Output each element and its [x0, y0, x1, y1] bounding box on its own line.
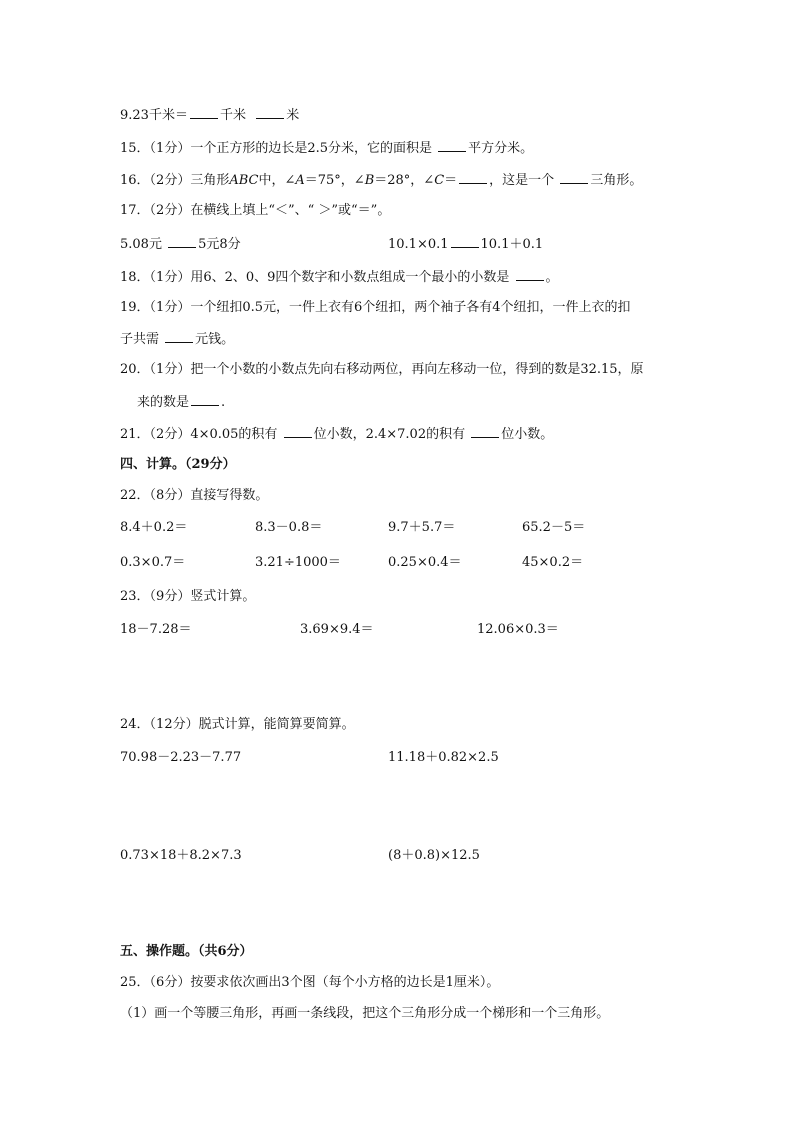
q22-item: 8.3－0.8＝	[255, 520, 323, 535]
answer-blank[interactable]	[284, 425, 312, 438]
answer-blank[interactable]	[560, 171, 588, 184]
question-text: 平方分米。	[468, 141, 534, 156]
question-text: 位小数。	[501, 427, 554, 442]
q24-item: 0.73×18＋8.2×7.3	[120, 848, 242, 863]
text: 千米	[219, 108, 246, 123]
answer-blank[interactable]	[191, 393, 219, 406]
answer-blank[interactable]	[165, 330, 193, 343]
answer-blank[interactable]	[459, 171, 487, 184]
unit-conversion-line	[120, 106, 299, 125]
text: 米	[286, 108, 300, 123]
answer-blank[interactable]	[471, 425, 499, 438]
question-text: 19．（1分）一个纽扣0.5元，一件上衣有6个纽扣，两个袖子各有4个纽扣，一件上衣的扣	[120, 300, 631, 315]
q23-item: 18－7.28＝	[120, 622, 192, 637]
answer-blank[interactable]	[516, 268, 544, 281]
question-22: 22．（8分）直接写得数。	[120, 488, 269, 503]
question-text: 17．（2分）在横线上填上“＜”、“ ＞”或“＝”。	[120, 203, 391, 218]
question-25-part-1: （1）画一个等腰三角形，再画一条线段，把这个三角形分成一个梯形和一个三角形。	[120, 1006, 610, 1021]
question-text: ABC	[229, 173, 259, 188]
question-text: 位小数，2.4×7.02的积有	[313, 427, 466, 442]
question-21	[120, 425, 553, 444]
question-15	[120, 139, 533, 158]
question-25: 25．（6分）按要求依次画出3个图（每个小方格的边长是1厘米）。	[120, 975, 500, 990]
answer-blank[interactable]	[168, 235, 196, 248]
question-text: ＝28°，∠	[374, 173, 435, 188]
q22-item: 45×0.2＝	[522, 555, 584, 570]
q23-item: 12.06×0.3＝	[477, 622, 559, 637]
answer-blank[interactable]	[256, 106, 284, 119]
question-text: ＝75°，∠	[304, 173, 365, 188]
question-text: 15．（1分）一个正方形的边长是2.5分米，它的面积是	[120, 141, 432, 156]
question-18	[120, 268, 559, 287]
q22-item: 8.4＋0.2＝	[120, 520, 188, 535]
section-4-title: 四、计算。（29分）	[120, 457, 236, 472]
question-text: 10.1×0.1	[388, 237, 449, 252]
q22-item: 0.3×0.7＝	[120, 555, 186, 570]
answer-blank[interactable]	[438, 139, 466, 152]
text: 9.23千米＝	[120, 108, 188, 123]
q22-item: 0.25×0.4＝	[388, 555, 462, 570]
question-text: 21．（2分）4×0.05的积有	[120, 427, 278, 442]
question-text: 20．（1分）把一个小数的小数点先向右移动两位，再向左移动一位，得到的数是32.15，原	[120, 362, 644, 377]
q24-item: 11.18＋0.82×2.5	[388, 750, 499, 765]
question-20	[120, 361, 644, 379]
q22-item: 65.2－5＝	[522, 520, 586, 535]
answer-blank[interactable]	[451, 235, 479, 248]
q22-item: 3.21÷1000＝	[255, 555, 341, 570]
q17-compare-left	[120, 235, 241, 254]
question-19	[120, 299, 631, 317]
question-text: 5元8分	[198, 237, 241, 252]
question-17	[120, 202, 390, 220]
question-text: A	[295, 173, 305, 188]
q24-item: 70.98－2.23－7.77	[120, 750, 242, 765]
question-text: 18．（1分）用6、2、0、9四个数字和小数点组成一个最小的小数是	[120, 270, 510, 285]
q23-item: 3.69×9.4＝	[300, 622, 374, 637]
question-23: 23．（9分）竖式计算。	[120, 589, 256, 604]
question-text: 。	[545, 270, 559, 285]
question-text: ＝	[444, 173, 458, 188]
question-text: 10.1＋0.1	[480, 237, 544, 252]
question-text: 元钱。	[195, 332, 235, 347]
question-text: B	[364, 173, 375, 188]
question-19-cont	[120, 330, 234, 349]
q22-item: 9.7＋5.7＝	[388, 520, 456, 535]
question-text: .	[221, 395, 226, 410]
question-text: 三角形。	[590, 173, 643, 188]
question-text: ，这是一个	[489, 173, 555, 188]
question-20-cont	[137, 393, 225, 412]
question-text: 16．（2分）三角形	[120, 173, 230, 188]
question-text: 子共需	[120, 332, 160, 347]
q17-compare-right	[388, 235, 543, 254]
question-text: 5.08元	[120, 237, 162, 252]
question-text: 来的数是	[137, 395, 190, 410]
section-5-title: 五、操作题。（共6分）	[120, 944, 253, 959]
question-text: C	[434, 173, 445, 188]
q24-item: (8＋0.8)×12.5	[388, 848, 480, 863]
question-16	[120, 171, 642, 190]
answer-blank[interactable]	[190, 106, 218, 119]
question-24: 24．（12分）脱式计算，能简算要简算。	[120, 717, 355, 732]
question-text: 中，∠	[258, 173, 296, 188]
